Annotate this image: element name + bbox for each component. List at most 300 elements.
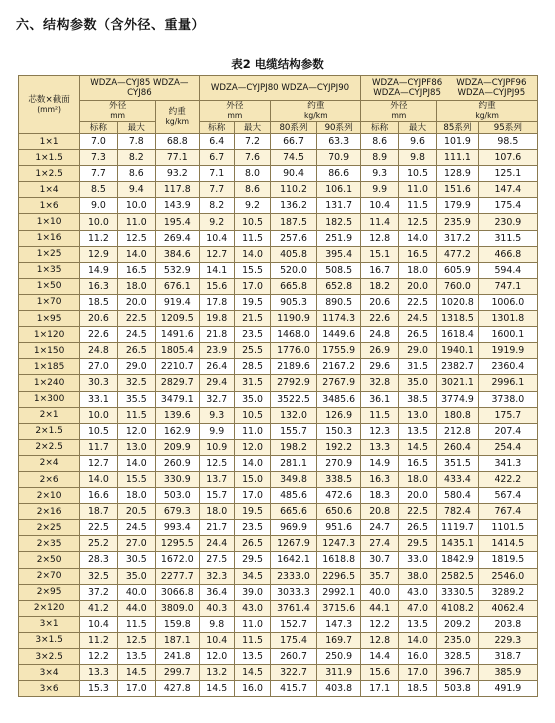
od-nominal: 10.9: [199, 439, 234, 455]
od-nominal: 16.6: [80, 488, 117, 504]
od-max: 13.0: [398, 407, 436, 423]
od-max: 12.0: [234, 439, 270, 455]
od-header-2: [199, 101, 271, 122]
weight-85: 1618.4: [437, 327, 479, 343]
weight-80: 155.7: [271, 423, 317, 439]
od-max: 8.6: [234, 182, 270, 198]
weight-80: 665.6: [271, 504, 317, 520]
weight: 68.8: [155, 134, 199, 150]
od-max: 14.0: [398, 632, 436, 648]
weight-95: 422.2: [478, 471, 537, 487]
od-nominal: 9.8: [199, 616, 234, 632]
table-body: [19, 134, 538, 697]
od-nominal: 9.0: [80, 198, 117, 214]
od-max: 29.5: [234, 552, 270, 568]
weight: 679.3: [155, 504, 199, 520]
weight-95: 1919.9: [478, 343, 537, 359]
weight-85: 180.8: [437, 407, 479, 423]
weight-80: 1642.1: [271, 552, 317, 568]
table-row: [19, 230, 538, 246]
spec-cell: 1×70: [19, 294, 80, 310]
weight-95: 767.4: [478, 504, 537, 520]
weight-85: 1842.9: [437, 552, 479, 568]
od-max: 13.0: [117, 439, 155, 455]
weight-95: 1006.0: [478, 294, 537, 310]
od-nominal: 24.8: [80, 343, 117, 359]
table-row: [19, 616, 538, 632]
table-row: [19, 150, 538, 166]
od-nominal: 29.6: [361, 359, 398, 375]
spec-cell: 1×120: [19, 327, 80, 343]
max-header: 最大: [398, 122, 436, 134]
weight-80: 152.7: [271, 616, 317, 632]
weight-85: 1940.1: [437, 343, 479, 359]
od-max: 27.0: [117, 536, 155, 552]
weight-90: 3715.6: [316, 600, 361, 616]
od-max: 43.0: [398, 584, 436, 600]
od-nominal: 12.8: [361, 632, 398, 648]
spec-cell: 2×35: [19, 536, 80, 552]
weight-85: 782.4: [437, 504, 479, 520]
weight-80: 2792.9: [271, 375, 317, 391]
od-max: 7.8: [117, 134, 155, 150]
spec-cell: 2×70: [19, 568, 80, 584]
weight: 384.6: [155, 246, 199, 262]
weight-85: 1318.5: [437, 311, 479, 327]
od-nominal: 27.0: [80, 359, 117, 375]
weight-90: 147.3: [316, 616, 361, 632]
weight-90: 182.5: [316, 214, 361, 230]
od-max: 22.5: [398, 504, 436, 520]
od-max: 7.6: [234, 150, 270, 166]
weight-95: 311.5: [478, 230, 537, 246]
weight-80: 74.5: [271, 150, 317, 166]
od-max: 31.5: [398, 359, 436, 375]
od-nominal: 15.6: [361, 665, 398, 681]
group-header-4-label: WDZA—CYJPF96 WDZA—CYJPJ95: [456, 78, 527, 98]
weight-95: 747.1: [478, 278, 537, 294]
od-max: 14.5: [117, 665, 155, 681]
weight: 1295.5: [155, 536, 199, 552]
od-nominal: 16.3: [361, 471, 398, 487]
od-nominal: 10.4: [199, 230, 234, 246]
weight-85: 1435.1: [437, 536, 479, 552]
weight-95: 1301.8: [478, 311, 537, 327]
weight-90: 1174.3: [316, 311, 361, 327]
od-nominal: 23.9: [199, 343, 234, 359]
od-max: 17.0: [117, 681, 155, 697]
table-row: [19, 681, 538, 697]
od-max: 39.0: [234, 584, 270, 600]
od-max: 9.8: [398, 150, 436, 166]
od-nominal: 18.5: [80, 294, 117, 310]
spec-cell: 1×35: [19, 262, 80, 278]
table-row: [19, 584, 538, 600]
od-max: 35.0: [398, 375, 436, 391]
od-nominal: 17.1: [361, 681, 398, 697]
wt-label: 约重: [168, 107, 186, 117]
weight-85: 317.2: [437, 230, 479, 246]
weight: 993.4: [155, 520, 199, 536]
group-header-3: [361, 76, 538, 101]
weight-95: 203.8: [478, 616, 537, 632]
od-max: 16.5: [117, 262, 155, 278]
od-max: 16.5: [398, 246, 436, 262]
od-max: 22.5: [398, 294, 436, 310]
weight: 117.8: [155, 182, 199, 198]
od-max: 25.5: [234, 343, 270, 359]
std-header: 标称: [199, 122, 234, 134]
od-nominal: 29.4: [199, 375, 234, 391]
od-max: 15.5: [117, 471, 155, 487]
od-nominal: 6.7: [199, 150, 234, 166]
weight: 187.1: [155, 632, 199, 648]
wt-header-3: [437, 101, 538, 122]
weight-80: 322.7: [271, 665, 317, 681]
weight-80: 66.7: [271, 134, 317, 150]
weight: 1672.0: [155, 552, 199, 568]
od-nominal: 35.7: [361, 568, 398, 584]
table-row: [19, 134, 538, 150]
od-nominal: 11.2: [80, 632, 117, 648]
od-max: 19.5: [234, 294, 270, 310]
od-max: 8.0: [234, 166, 270, 182]
table-row: [19, 632, 538, 648]
std-header: 标称: [361, 122, 398, 134]
table-row: [19, 343, 538, 359]
od-max: 11.5: [234, 230, 270, 246]
od-nominal: 18.3: [361, 488, 398, 504]
od-max: 29.0: [398, 343, 436, 359]
section-heading: 六、结构参数（含外径、重量）: [16, 18, 206, 33]
spec-cell: 2×1: [19, 407, 80, 423]
cable-spec-table: [18, 75, 538, 697]
weight-90: 3485.6: [316, 391, 361, 407]
od-nominal: 32.5: [80, 568, 117, 584]
od-nominal: 20.6: [361, 294, 398, 310]
od-max: 20.5: [117, 504, 155, 520]
od-max: 43.0: [234, 600, 270, 616]
spec-cell: 1×300: [19, 391, 80, 407]
weight-95: 229.3: [478, 632, 537, 648]
table-row: [19, 311, 538, 327]
od-nominal: 12.0: [199, 649, 234, 665]
weight-95: 98.5: [478, 134, 537, 150]
table-row: [19, 359, 538, 375]
weight-90: 338.5: [316, 471, 361, 487]
weight-90: 270.9: [316, 455, 361, 471]
od-nominal: 9.3: [361, 166, 398, 182]
weight-80: 520.0: [271, 262, 317, 278]
spec-cell: 2×50: [19, 552, 80, 568]
spec-cell: 1×185: [19, 359, 80, 375]
od-nominal: 30.7: [361, 552, 398, 568]
weight: 139.6: [155, 407, 199, 423]
weight-90: 86.6: [316, 166, 361, 182]
weight-90: 2167.2: [316, 359, 361, 375]
weight-80: 349.8: [271, 471, 317, 487]
table-row: [19, 552, 538, 568]
od-nominal: 25.2: [80, 536, 117, 552]
weight-95: 2546.0: [478, 568, 537, 584]
max-header: 最大: [234, 122, 270, 134]
od-nominal: 7.1: [199, 166, 234, 182]
weight-95: 491.9: [478, 681, 537, 697]
weight-85: 1020.8: [437, 294, 479, 310]
weight-95: 3738.0: [478, 391, 537, 407]
od-max: 44.0: [117, 600, 155, 616]
spec-cell: 3×4: [19, 665, 80, 681]
weight-80: 1190.9: [271, 311, 317, 327]
weight-95: 107.6: [478, 150, 537, 166]
od-nominal: 9.2: [199, 214, 234, 230]
spec-cell: 1×50: [19, 278, 80, 294]
od-max: 12.5: [117, 632, 155, 648]
weight-80: 2189.6: [271, 359, 317, 375]
weight-90: 1755.9: [316, 343, 361, 359]
weight-95: 1101.5: [478, 520, 537, 536]
od-max: 16.0: [234, 681, 270, 697]
weight-90: 650.6: [316, 504, 361, 520]
spec-cell: 3×6: [19, 681, 80, 697]
weight: 427.8: [155, 681, 199, 697]
weight-80: 405.8: [271, 246, 317, 262]
weight: 162.9: [155, 423, 199, 439]
od-max: 26.5: [398, 327, 436, 343]
od-nominal: 32.3: [199, 568, 234, 584]
od-max: 28.5: [234, 359, 270, 375]
weight: 2277.7: [155, 568, 199, 584]
weight-80: 485.6: [271, 488, 317, 504]
spec-cell: 3×2.5: [19, 649, 80, 665]
od-nominal: 18.0: [199, 504, 234, 520]
wt-unit: kg/km: [304, 111, 328, 120]
spec-cell: 1×240: [19, 375, 80, 391]
weight-90: 70.9: [316, 150, 361, 166]
table-row: [19, 488, 538, 504]
od-max: 35.5: [117, 391, 155, 407]
spec-cell: 3×1.5: [19, 632, 80, 648]
od-max: 21.5: [234, 311, 270, 327]
weight-90: 1449.6: [316, 327, 361, 343]
od-max: 9.4: [117, 182, 155, 198]
spec-cell: 1×150: [19, 343, 80, 359]
od-max: 20.0: [398, 488, 436, 504]
weight-80: 110.2: [271, 182, 317, 198]
od-max: 16.0: [398, 649, 436, 665]
wt-header-2: [271, 101, 361, 122]
od-nominal: 22.6: [361, 311, 398, 327]
od-max: 13.5: [398, 423, 436, 439]
weight: 2210.7: [155, 359, 199, 375]
weight-80: 257.6: [271, 230, 317, 246]
od-max: 40.0: [117, 584, 155, 600]
od-nominal: 32.8: [361, 375, 398, 391]
od-nominal: 15.3: [80, 681, 117, 697]
od-max: 10.0: [117, 198, 155, 214]
weight-95: 125.1: [478, 166, 537, 182]
od-nominal: 36.4: [199, 584, 234, 600]
weight-85: 328.5: [437, 649, 479, 665]
od-max: 23.5: [234, 327, 270, 343]
weight: 532.9: [155, 262, 199, 278]
weight-80: 132.0: [271, 407, 317, 423]
weight-85: 128.9: [437, 166, 479, 182]
weight-85: 605.9: [437, 262, 479, 278]
od-max: 26.5: [234, 536, 270, 552]
weight: 503.0: [155, 488, 199, 504]
weight-85: 477.2: [437, 246, 479, 262]
weight-85: 2582.5: [437, 568, 479, 584]
weight-95: 3289.2: [478, 584, 537, 600]
od-max: 18.0: [117, 488, 155, 504]
group-header-3-label: WDZA—CYJPF86 WDZA—CYJPJ85: [372, 78, 443, 98]
weight-90: 1618.8: [316, 552, 361, 568]
od-max: 14.0: [234, 246, 270, 262]
weight-85: 235.9: [437, 214, 479, 230]
weight-80: 175.4: [271, 632, 317, 648]
od-nominal: 44.1: [361, 600, 398, 616]
table-row: [19, 471, 538, 487]
table-row: [19, 649, 538, 665]
od-nominal: 9.3: [199, 407, 234, 423]
std-header: 标称: [80, 122, 117, 134]
od-nominal: 15.7: [199, 488, 234, 504]
spec-cell: 1×1.5: [19, 150, 80, 166]
od-max: 24.5: [117, 520, 155, 536]
od-max: 10.5: [398, 166, 436, 182]
table-row: [19, 407, 538, 423]
od-nominal: 14.4: [361, 649, 398, 665]
od-unit: mm: [227, 111, 243, 120]
od-nominal: 24.7: [361, 520, 398, 536]
weight-80: 969.9: [271, 520, 317, 536]
weight-85: 351.5: [437, 455, 479, 471]
weight-95: 341.3: [478, 455, 537, 471]
od-nominal: 10.0: [80, 407, 117, 423]
weight-80: 1267.9: [271, 536, 317, 552]
weight-85: 433.4: [437, 471, 479, 487]
weight-80: 198.2: [271, 439, 317, 455]
od-label: 外径: [226, 101, 244, 111]
weight: 260.9: [155, 455, 199, 471]
od-nominal: 12.5: [199, 455, 234, 471]
spec-cell: 1×2.5: [19, 166, 80, 182]
od-max: 22.5: [117, 311, 155, 327]
od-nominal: 17.8: [199, 294, 234, 310]
weight: 1491.6: [155, 327, 199, 343]
weight-90: 150.3: [316, 423, 361, 439]
weight-85: 179.9: [437, 198, 479, 214]
od-max: 33.0: [398, 552, 436, 568]
weight-85: 111.1: [437, 150, 479, 166]
weight: 209.9: [155, 439, 199, 455]
od-max: 20.0: [117, 294, 155, 310]
spec-cell: 1×6: [19, 198, 80, 214]
od-nominal: 8.2: [199, 198, 234, 214]
od-nominal: 40.3: [199, 600, 234, 616]
weight-90: 472.6: [316, 488, 361, 504]
od-nominal: 19.8: [199, 311, 234, 327]
od-nominal: 30.3: [80, 375, 117, 391]
table-row: [19, 214, 538, 230]
od-max: 9.2: [234, 198, 270, 214]
od-nominal: 8.5: [80, 182, 117, 198]
od-nominal: 13.3: [80, 665, 117, 681]
od-nominal: 6.4: [199, 134, 234, 150]
weight-80: 136.2: [271, 198, 317, 214]
table-row: [19, 600, 538, 616]
table-row: [19, 262, 538, 278]
weight: 676.1: [155, 278, 199, 294]
od-max: 8.2: [117, 150, 155, 166]
group-header-1: WDZA—CYJ85 WDZA—CYJ86: [80, 76, 199, 101]
od-max: 26.5: [117, 343, 155, 359]
weight-85: 235.0: [437, 632, 479, 648]
od-max: 38.5: [398, 391, 436, 407]
od-max: 29.0: [117, 359, 155, 375]
weight-90: 192.2: [316, 439, 361, 455]
weight-80: 905.3: [271, 294, 317, 310]
od-max: 11.5: [398, 198, 436, 214]
table-row: [19, 166, 538, 182]
max-header: 最大: [117, 122, 155, 134]
od-nominal: 15.6: [199, 278, 234, 294]
od-nominal: 12.8: [361, 230, 398, 246]
od-nominal: 14.9: [80, 262, 117, 278]
table-row: [19, 423, 538, 439]
weight-85: 503.8: [437, 681, 479, 697]
weight: 330.9: [155, 471, 199, 487]
od-nominal: 10.0: [80, 214, 117, 230]
od-nominal: 10.5: [80, 423, 117, 439]
spec-cell: 1×4: [19, 182, 80, 198]
od-nominal: 13.3: [361, 439, 398, 455]
weight: 93.2: [155, 166, 199, 182]
weight-95: 147.4: [478, 182, 537, 198]
weight-95: 1600.1: [478, 327, 537, 343]
od-nominal: 7.7: [80, 166, 117, 182]
od-max: 17.0: [234, 488, 270, 504]
od-max: 14.0: [234, 455, 270, 471]
od-label: 外径: [390, 101, 408, 111]
table-row: [19, 504, 538, 520]
wt-label: 约重: [307, 101, 325, 111]
od-max: 11.0: [117, 214, 155, 230]
od-max: 16.5: [398, 455, 436, 471]
od-nominal: 7.3: [80, 150, 117, 166]
weight-95: 175.4: [478, 198, 537, 214]
weight-90: 169.7: [316, 632, 361, 648]
weight-85: 2382.7: [437, 359, 479, 375]
spec-cell: 2×6: [19, 471, 80, 487]
table-row: [19, 375, 538, 391]
weight-85: 212.8: [437, 423, 479, 439]
od-max: 30.5: [117, 552, 155, 568]
od-nominal: 26.9: [361, 343, 398, 359]
od-nominal: 11.4: [361, 214, 398, 230]
od-nominal: 36.1: [361, 391, 398, 407]
series-90-header: 90系列: [316, 122, 361, 134]
spec-cell: 2×25: [19, 520, 80, 536]
od-header-3: [361, 101, 437, 122]
od-max: 18.0: [117, 278, 155, 294]
od-max: 8.6: [117, 166, 155, 182]
weight-90: 250.9: [316, 649, 361, 665]
weight-80: 187.5: [271, 214, 317, 230]
od-nominal: 22.5: [80, 520, 117, 536]
weight-85: 4108.2: [437, 600, 479, 616]
